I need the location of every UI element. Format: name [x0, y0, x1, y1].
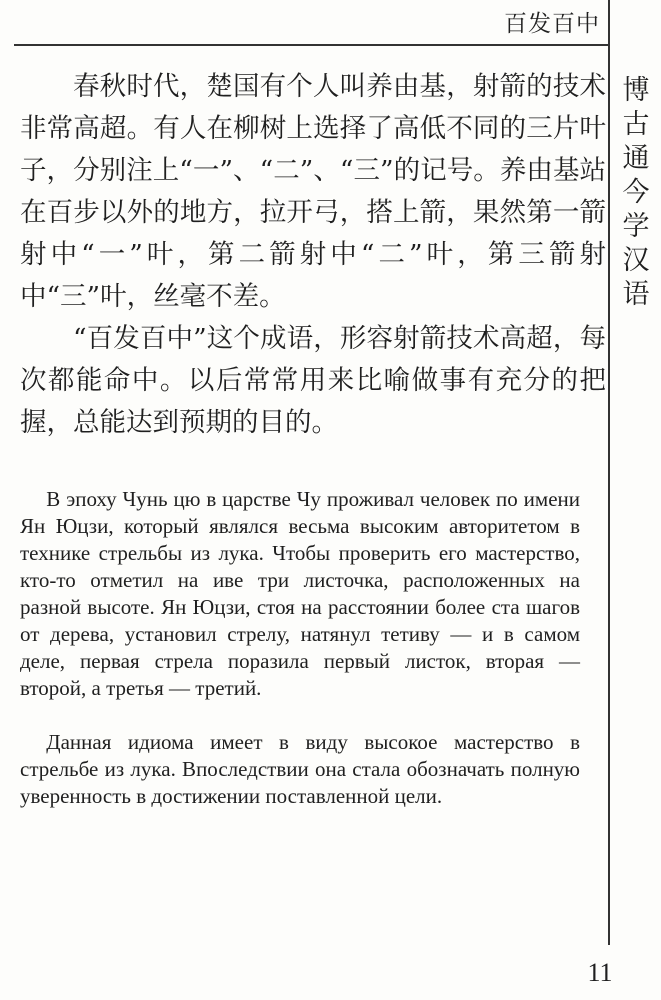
- side-title-char: 古: [622, 109, 650, 140]
- side-title-char: 今: [622, 177, 650, 208]
- side-title-char: 通: [622, 143, 650, 174]
- side-title-char: 汉: [622, 245, 650, 276]
- side-title: [614, 74, 658, 312]
- side-title-char: 语: [622, 279, 650, 310]
- running-head-title: 百发百中: [504, 11, 600, 37]
- chinese-paragraph-1: 春秋时代，楚国有个人叫养由基，射箭的技术非常高超。有人在柳树上选择了高低不同的三片叶子，分别注上“一”、“二”、“三”的记号。养由基站在百步以外的地方，拉开弓，搭上箭，果然第一箭射中“一”叶，第二箭射中“二”叶，第三箭射中“三”叶，丝毫不差。: [20, 71, 606, 312]
- russian-paragraph-1: В эпоху Чунь цю в царстве Чу проживал человек по имени Ян Юцзи, который являлся весьма высоким авторитетом в технике стрельбы из лука. Чтобы проверить его мастерство, кто-то отметил на иве три листочка, расположенных на разной высоте. Ян Юцзи, стоя на расстоянии более ста шагов от дерева, установил стрелу, натянул тетиву — и в самом деле, первая стрела поразила первый листок, вторая — второй, а третья — третий.: [20, 487, 580, 700]
- side-rule: [608, 0, 610, 945]
- side-title-char: 博: [622, 75, 650, 106]
- side-title-char: 学: [622, 211, 650, 242]
- page-number: 11: [587, 958, 613, 987]
- chinese-story: [20, 66, 606, 444]
- chinese-paragraph-2: “百发百中”这个成语，形容射箭技术高超，每次都能命中。以后常常用来比喻做事有充分的把握，总能达到预期的目的。: [20, 323, 606, 438]
- header-rule: [14, 44, 610, 46]
- russian-translation: [20, 486, 580, 810]
- russian-paragraph-2: Данная идиома имеет в виду высокое мастерство в стрельбе из лука. Впоследствии она стала обозначать полную уверенность в достижении поставленной цели.: [20, 730, 580, 808]
